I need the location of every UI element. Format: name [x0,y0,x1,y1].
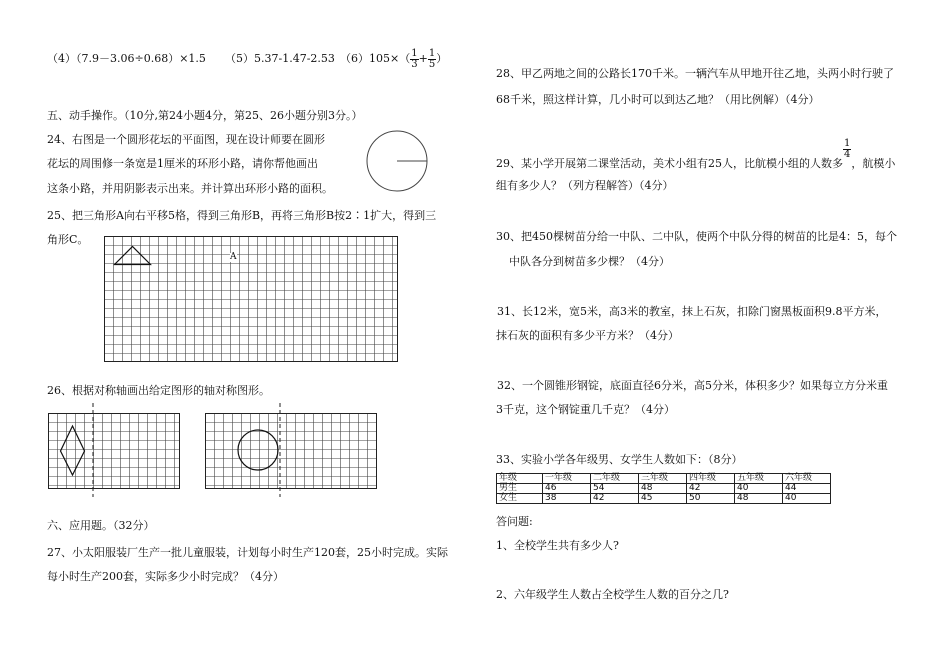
question-24-line-3: 这条小路，并用阴影表示出来。并计算出环形小路的面积。 [47,182,333,195]
table-header-cell: 年级 [497,474,543,484]
table-header-cell: 三年级 [639,474,687,484]
question-33-title: 33、实验小学各年级男、女学生人数如下：（8分） [496,453,743,466]
triangle-a-label: A [230,252,237,262]
question-31-line-2: 抹石灰的面积有多少平方米？（4分） [496,329,679,342]
table-cell: 54 [591,484,639,494]
table-header-cell: 一年级 [543,474,591,484]
question-30-line-1: 30、把450棵树苗分给一中队、二中队，使两个中队分得的树苗的比是4：5，每个 [496,230,897,243]
question-28-line-2: 68千米，照这样计算，几小时可以到达乙地？（用比例解）（4分） [496,93,820,106]
question-31-line-1: 31、长12米，宽5米，高3米的教室，抹上石灰，扣除门窗黑板面积9.8平方米， [497,305,887,318]
grid-border [206,414,377,489]
table-header-cell: 五年级 [735,474,783,484]
question-25-line-2: 角形C。 [47,233,89,246]
fraction-numerator: 1 [428,47,436,59]
table-cell: 42 [687,484,735,494]
question-27-line-2: 每小时生产200套，实际多少小时完成？（4分） [47,570,284,583]
question-25-line-1: 25、把三角形A向右平移5格，得到三角形B，再将三角形B按2∶1扩大，得到三 [47,209,437,222]
question-24-line-1: 24、右图是一个圆形花坛的平面图，现在设计师要在圆形 [47,133,325,146]
question-29-line-1 [496,139,895,183]
table-cell: 48 [639,484,687,494]
table-header-cell: 二年级 [591,474,639,484]
table-header-cell: 四年级 [687,474,735,484]
table-cell: 女生 [497,494,543,504]
question-33-sub-2: 2、六年级学生人数占全校学生人数的百分之几? [496,588,729,601]
question-32-line-1: 32、一个圆锥形钢锭，底面直径6分米，高5分米，体积多少？如果每立方分米重 [497,379,888,392]
table-row-girls [497,494,831,504]
circle-shape [238,430,278,470]
flower-bed-circle-figure [366,130,428,192]
fraction-one-third [410,49,418,70]
calc-problem-4: （4）（7.9－3.06÷0.68）×1.5 [47,52,206,65]
symmetry-grid-diamond [48,413,180,489]
table-cell: 44 [783,484,831,494]
table-cell: 45 [639,494,687,504]
question-27-line-1: 27、小太阳服装厂生产一批儿童服装，计划每小时生产120套，25小时完成。实际 [47,546,448,559]
fraction-denominator: 4 [844,149,851,160]
fraction-numerator: 1 [411,47,418,59]
grid-lines [205,413,377,489]
table-header-cell: 六年级 [783,474,831,484]
table-cell: 38 [543,494,591,504]
table-cell: 40 [783,494,831,504]
table-row-boys [497,484,831,494]
answer-label: 答问题: [496,515,533,528]
question-28-line-1: 28、甲乙两地之间的公路长170千米。一辆汽车从甲地开往乙地，头两小时行驶了 [496,67,894,80]
table-cell: 46 [543,484,591,494]
grade-student-table [496,473,831,504]
question-30-line-2: 中队各分到树苗多少棵？（4分） [509,255,670,268]
question-29-text-start: 29、某小学开展第二课堂活动，美术小组有25人，比航模小组的人数多 [496,157,843,170]
grid-border [105,237,398,362]
table-cell: 42 [591,494,639,504]
calc-problem-5: （5）5.37-1.47-2.53 [225,52,335,65]
triangle-a [115,247,151,265]
question-26-text: 26、根据对称轴画出给定图形的轴对称图形。 [47,384,270,397]
table-cell: 50 [687,494,735,504]
calc-problem-6-prefix: （6）105×（ [340,52,411,65]
calc-problem-6 [340,40,447,78]
grid-lines [104,236,398,362]
question-29-line-2: 组有多少人？（列方程解答）（4分） [496,179,674,192]
fraction-one-fifth [428,49,436,70]
question-32-line-2: 3千克，这个钢锭重几千克？（4分） [496,403,675,416]
translation-grid [104,236,398,362]
table-cell: 40 [735,484,783,494]
question-29-text-end: ，航模小 [851,157,896,170]
question-24-line-2: 花坛的周围修一条宽是1厘米的环形小路，请你帮他画出 [47,157,318,170]
table-header-row [497,474,831,484]
grid-lines [48,413,180,489]
question-33-sub-1: 1、全校学生共有多少人? [496,539,619,552]
calc-problem-6-suffix: ） [436,52,448,65]
grid-border [49,414,180,489]
table-cell: 48 [735,494,783,504]
section-6-title: 六、应用题。（32分） [47,519,155,532]
plus-sign: + [418,52,428,65]
table-cell: 男生 [497,484,543,494]
fraction-numerator: 1 [844,138,851,149]
fraction-denominator: 5 [428,58,436,70]
symmetry-grid-circle [205,413,377,489]
section-5-title: 五、动手操作。（10分,第24小题4分，第25、26小题分别3分。） [47,109,363,122]
fraction-denominator: 3 [411,58,418,70]
